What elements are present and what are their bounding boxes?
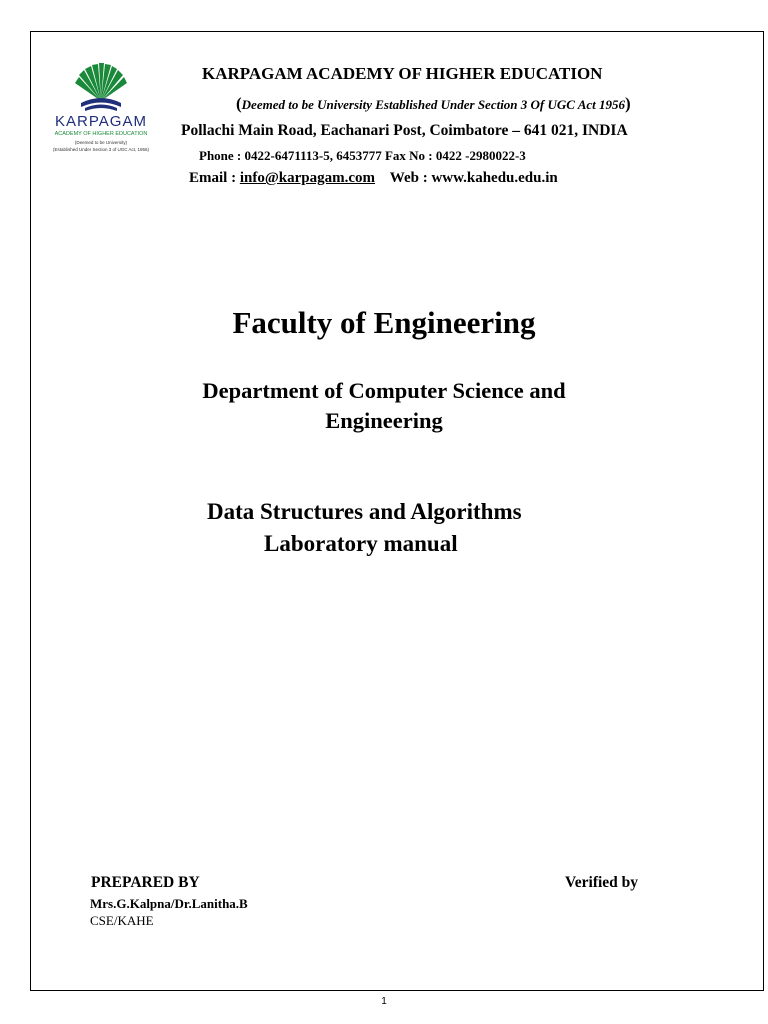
department-line-1: Department of Computer Science and [202,378,566,403]
deemed-open-paren: ( [236,94,242,113]
prepared-by-label: PREPARED BY [91,874,200,891]
deemed-statement [236,94,631,114]
department-code: CSE/KAHE [90,913,154,928]
verified-by-label: Verified by [565,874,639,891]
karpagam-logo [42,63,160,159]
course-title-line-1: Data Structures and Algorithms [207,499,522,524]
department-line-2: Engineering [325,408,443,433]
deemed-text: Deemed to be University Established Under Section 3 Of UGC Act 1956 [241,97,626,112]
logo-deemed-note: (Deemed to be University) [74,140,128,145]
institution-name: KARPAGAM ACADEMY OF HIGHER EDUCATION [202,64,603,83]
web-address: Web : www.kahedu.edu.in [375,170,558,186]
logo-name: KARPAGAM [55,113,147,130]
logo-established-note: (Established Under Section 3 of UGC Act, 1956) [52,147,150,152]
sunburst-emblem-icon [67,63,135,113]
phone-fax: Phone : 0422-6471113-5, 6453777 Fax No : 0422 -2980022-3 [199,148,526,163]
faculty-title: Faculty of Engineering [232,305,536,340]
author-names: Mrs.G.Kalpna/Dr.Lanitha.B [90,896,248,911]
address: Pollachi Main Road, Eachanari Post, Coimbatore – 641 021, INDIA [181,122,628,139]
email-link[interactable]: info@karpagam.com [239,170,376,186]
page-number: 1 [381,996,387,1007]
email-web-line [189,170,558,187]
logo-subtitle: ACADEMY OF HIGHER EDUCATION [54,131,148,137]
email-label: Email : [189,170,240,186]
course-title-line-2: Laboratory manual [264,531,458,556]
deemed-close-paren: ) [625,94,631,113]
